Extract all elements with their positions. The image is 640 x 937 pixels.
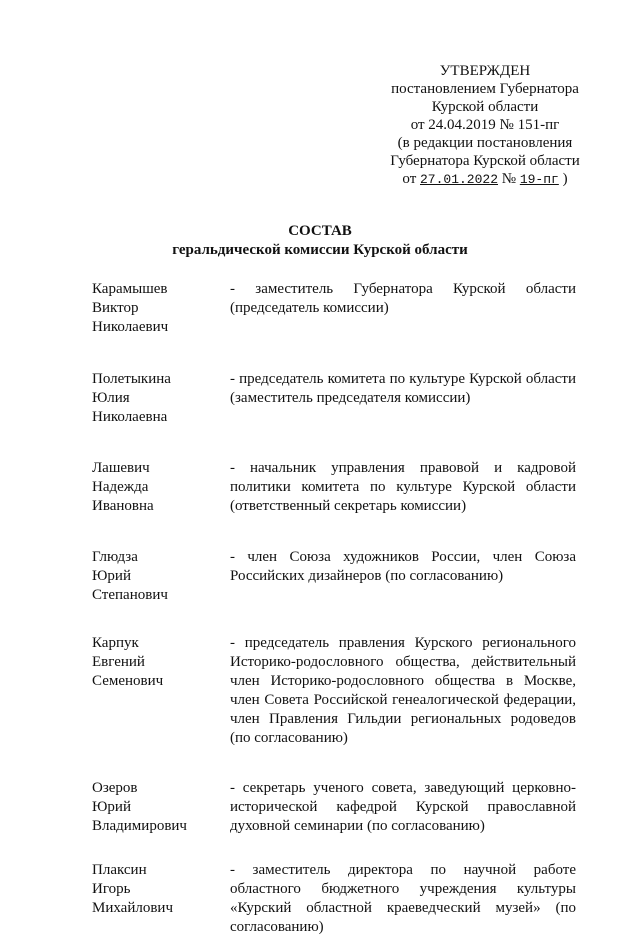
member-surname: Полетыкина — [92, 371, 171, 387]
member-entry — [92, 370, 576, 427]
member-patronymic: Николаевна — [92, 409, 168, 425]
member-patronymic: Степанович — [92, 587, 168, 603]
member-given-name: Юрий — [92, 799, 131, 815]
member-entry — [92, 459, 576, 516]
member-name — [92, 634, 230, 748]
member-role: - секретарь ученого совета, заведующий церковно-исторической кафедрой Курской православной духовной семинарии (по согласованию) — [230, 780, 576, 834]
approval-line-5: (в редакции постановления — [397, 135, 573, 151]
member-surname: Лашевич — [92, 460, 150, 476]
spacer — [92, 427, 576, 459]
title-line-2: геральдической комиссии Курской области — [172, 242, 468, 258]
approval-number-label: № — [501, 171, 517, 187]
approval-date: 27.01.2022 — [420, 172, 499, 187]
member-given-name: Юрий — [92, 568, 131, 584]
member-role: - начальник управления правовой и кадровой политики комитета по культуре Курской области (ответственный секретарь комиссии) — [230, 460, 576, 514]
member-name — [92, 370, 230, 427]
title-line-1: СОСТАВ — [288, 223, 352, 239]
member-surname: Глюдза — [92, 549, 138, 565]
member-given-name: Евгений — [92, 654, 145, 670]
approval-line-2: постановлением Губернатора — [391, 81, 579, 97]
member-name — [92, 779, 230, 836]
member-surname: Плаксин — [92, 862, 147, 878]
member-entry — [92, 280, 576, 337]
approval-stamp — [370, 62, 600, 189]
document-title — [0, 222, 640, 260]
member-name — [92, 861, 230, 937]
spacer — [92, 605, 576, 634]
approval-date-prefix: от — [402, 171, 417, 187]
member-patronymic: Семенович — [92, 673, 164, 689]
member-patronymic: Ивановна — [92, 498, 154, 514]
member-role: - заместитель директора по научной работе областного бюджетного учреждения культуры «Курский областной краеведческий музей» (по согласованию) — [230, 862, 576, 935]
member-given-name: Юлия — [92, 390, 130, 406]
member-name — [92, 548, 230, 605]
member-surname: Карамышев — [92, 281, 168, 297]
member-name — [92, 280, 230, 337]
member-patronymic: Николаевич — [92, 319, 169, 335]
members-list — [92, 280, 576, 937]
approval-line-6: Губернатора Курской области — [390, 153, 580, 169]
member-role: - председатель комитета по культуре Курской области (заместитель председателя комиссии) — [230, 371, 576, 406]
member-patronymic: Владимирович — [92, 818, 187, 834]
member-given-name: Игорь — [92, 881, 131, 897]
approval-line-4: от 24.04.2019 № 151-пг — [410, 117, 560, 133]
member-role: - член Союза художников России, член Союза Российских дизайнеров (по согласованию) — [230, 549, 576, 584]
spacer — [92, 748, 576, 779]
approval-line-3: Курской области — [431, 99, 539, 115]
spacer — [92, 836, 576, 861]
member-patronymic: Михайлович — [92, 900, 173, 916]
approval-number: 19-пг — [519, 172, 559, 187]
member-entry — [92, 634, 576, 748]
member-given-name: Виктор — [92, 300, 139, 316]
spacer — [92, 516, 576, 548]
member-role: - председатель правления Курского регионального Историко-родословного общества, действительный член Историко-родословного общества в Москве, член Совета Российской генеалогической федерации, член Правления Гильдии региональных родоведов (по согласованию) — [230, 635, 576, 746]
member-given-name: Надежда — [92, 479, 149, 495]
approval-close-paren: ) — [562, 171, 568, 187]
spacer — [92, 337, 576, 370]
member-surname: Озеров — [92, 780, 138, 796]
member-surname: Карпук — [92, 635, 139, 651]
member-name — [92, 459, 230, 516]
member-entry — [92, 548, 576, 605]
approval-line-1: УТВЕРЖДЕН — [439, 63, 531, 79]
member-entry — [92, 779, 576, 836]
approval-line-7 — [370, 170, 600, 189]
member-role: - заместитель Губернатора Курской области (председатель комиссии) — [230, 281, 576, 316]
member-entry — [92, 861, 576, 937]
